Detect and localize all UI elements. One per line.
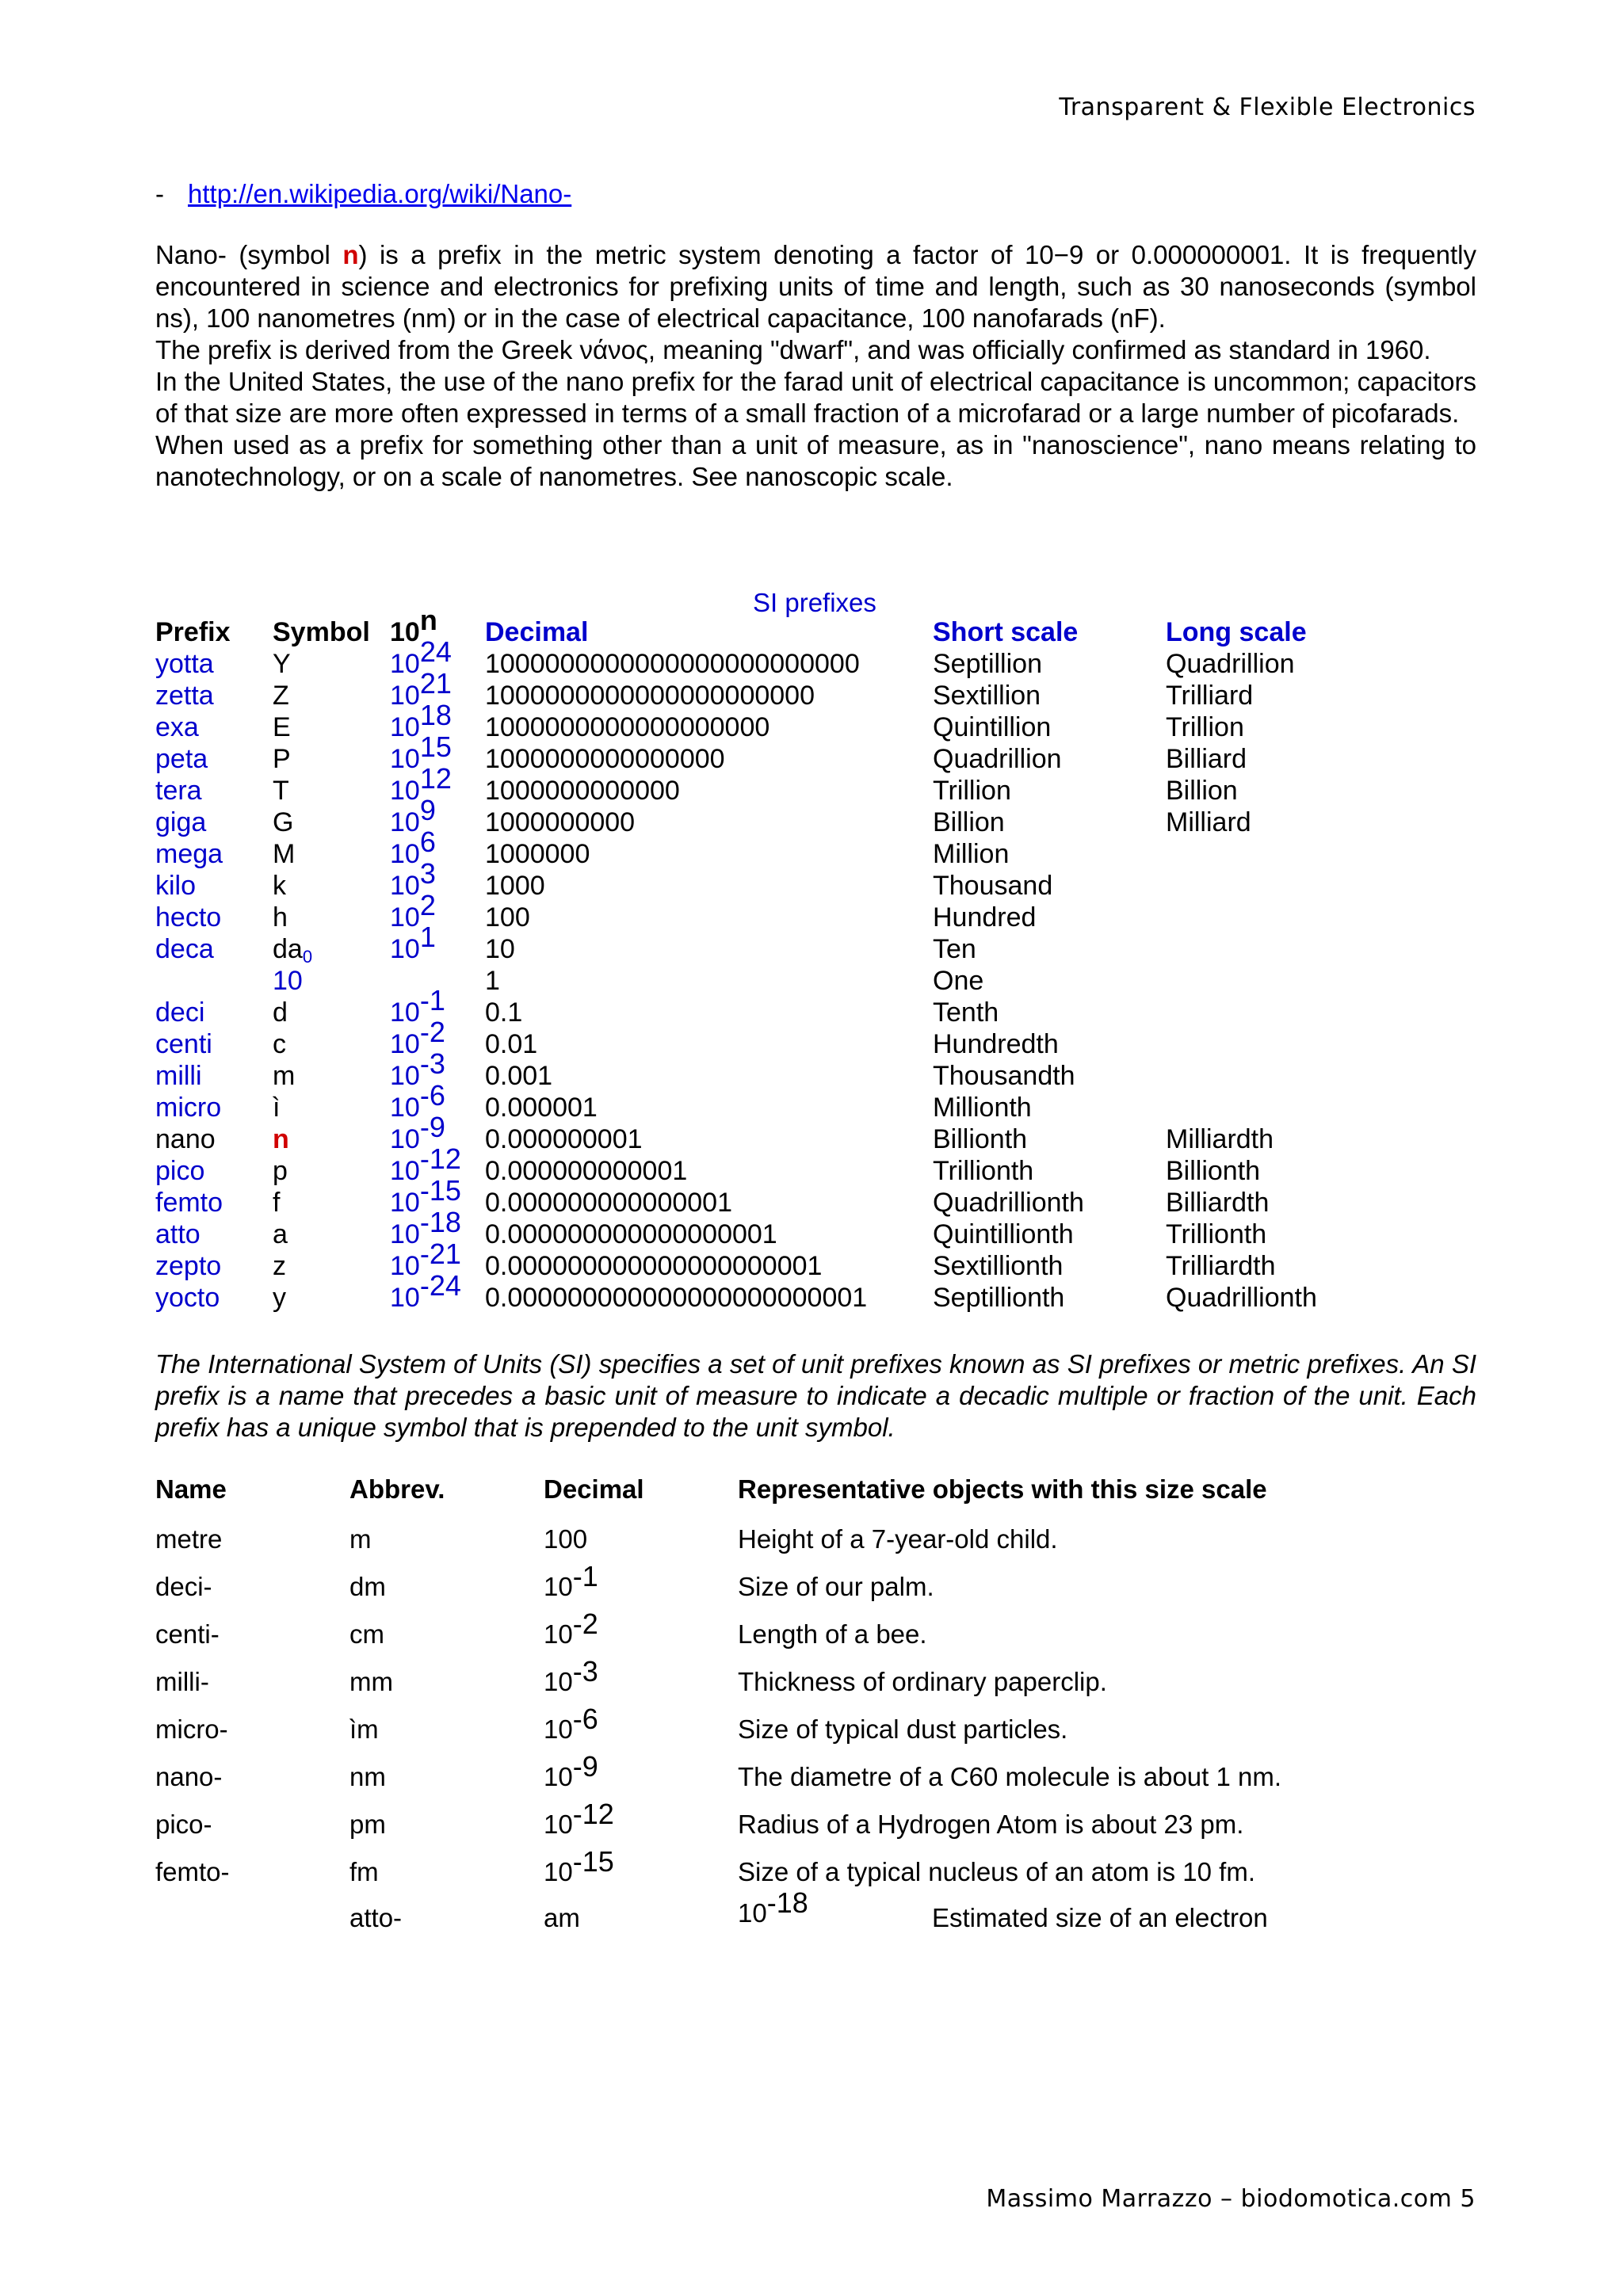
si-decimal: 10 bbox=[485, 934, 515, 964]
si-power bbox=[390, 921, 485, 965]
intro-p1-rest: ) is a prefix in the metric system denoting a factor of 10−9 or 0.000000001. It is frequently encountered in science and electronics for prefixing units of time and length, such as 30 nanoseconds (symbol ns), 100 nanometres (nm) or in the case of electrical capacitance, 100 nanofarads (nF). bbox=[155, 240, 1476, 333]
si-power-base: 10 bbox=[390, 1029, 420, 1059]
si-symbol-text: E bbox=[273, 712, 291, 742]
si-symbol-text: P bbox=[273, 744, 291, 774]
si-prefixes-title: SI prefixes bbox=[753, 588, 876, 617]
si-power-exp: -12 bbox=[419, 1142, 461, 1175]
si-symbol bbox=[273, 838, 390, 870]
scale-decimal-base: 100 bbox=[544, 1524, 588, 1554]
last-row-exp: -18 bbox=[766, 1886, 808, 1919]
si-short-scale: Hundredth bbox=[933, 1029, 1059, 1059]
scale-name: femto- bbox=[155, 1857, 230, 1886]
si-long-scale: Billiard bbox=[1166, 744, 1247, 774]
last-row-name: atto- bbox=[349, 1903, 403, 1932]
scale-decimal bbox=[544, 1745, 738, 1792]
scale-objects: Thickness of ordinary paperclip. bbox=[738, 1667, 1107, 1696]
si-symbol bbox=[273, 743, 390, 775]
si-short-scale: Quintillion bbox=[933, 712, 1052, 742]
si-decimal: 0.001 bbox=[485, 1061, 553, 1091]
si-power-exp: 6 bbox=[419, 826, 436, 858]
scale-abbrev: mm bbox=[349, 1667, 393, 1696]
si-power bbox=[390, 794, 485, 838]
si-power bbox=[390, 857, 485, 902]
si-decimal: 0.01 bbox=[485, 1029, 538, 1059]
si-symbol bbox=[273, 997, 390, 1028]
si-symbol-text: Z bbox=[273, 681, 289, 711]
si-prefix-name: yocto bbox=[155, 1283, 220, 1313]
header-power-base: 10 bbox=[390, 617, 420, 647]
si-power-base: 10 bbox=[390, 649, 420, 679]
scale-objects: Length of a bee. bbox=[738, 1619, 927, 1649]
si-power-exp: 1 bbox=[419, 921, 436, 953]
scale-decimal bbox=[544, 1792, 738, 1840]
si-symbol bbox=[273, 1187, 390, 1219]
scale-decimal-base: 10 bbox=[544, 1667, 573, 1696]
scale-name: centi- bbox=[155, 1619, 220, 1649]
header-symbol: Symbol bbox=[273, 617, 370, 647]
last-row-base: 10 bbox=[738, 1898, 767, 1928]
si-symbol-text: z bbox=[273, 1251, 286, 1281]
si-symbol bbox=[273, 1155, 390, 1187]
si-power-exp: -3 bbox=[419, 1047, 445, 1080]
scale-objects: Size of typical dust particles. bbox=[738, 1714, 1068, 1744]
si-long-scale: Trillionth bbox=[1166, 1219, 1267, 1249]
si-prefix-name: deca bbox=[155, 934, 214, 964]
size-scale-table bbox=[155, 1472, 1372, 1887]
si-long-scale bbox=[1166, 870, 1340, 902]
si-prefix-name: hecto bbox=[155, 902, 222, 933]
si-table-row bbox=[155, 1123, 1340, 1155]
si-power-exp: 12 bbox=[419, 762, 452, 795]
si-decimal: 1 bbox=[485, 966, 500, 996]
si-power-base: 10 bbox=[390, 1188, 420, 1218]
si-table-row bbox=[155, 775, 1340, 807]
si-power-exp: -6 bbox=[419, 1079, 445, 1112]
intro-paragraph-4: When used as a prefix for something other than a unit of measure, as in "nanoscience", nano means relating to nanotechnology, or on a scale of nanometres. See nanoscopic scale. bbox=[155, 430, 1476, 491]
scale-decimal bbox=[544, 1650, 738, 1697]
si-prefix-name: tera bbox=[155, 776, 202, 806]
si-short-scale: Sextillionth bbox=[933, 1251, 1064, 1281]
si-short-scale: Quintillionth bbox=[933, 1219, 1074, 1249]
scale-table-row bbox=[155, 1792, 1372, 1840]
si-symbol-text: ì bbox=[273, 1093, 281, 1123]
scale-name: deci- bbox=[155, 1572, 212, 1601]
si-short-scale: Tenth bbox=[933, 997, 999, 1028]
si-symbol bbox=[273, 648, 390, 680]
si-short-scale: Septillionth bbox=[933, 1283, 1065, 1313]
si-prefix-name: femto bbox=[155, 1188, 223, 1218]
intro-text bbox=[155, 239, 1476, 493]
si-symbol bbox=[273, 680, 390, 711]
si-prefix-name: micro bbox=[155, 1093, 222, 1123]
si-long-scale bbox=[1166, 965, 1340, 997]
header-objects: Representative objects with this size scale bbox=[738, 1474, 1267, 1504]
scale-name: pico- bbox=[155, 1810, 212, 1839]
si-power-exp: 9 bbox=[419, 794, 436, 826]
si-symbol bbox=[273, 775, 390, 807]
si-prefix-name: pico bbox=[155, 1156, 205, 1186]
si-short-scale: Quadrillionth bbox=[933, 1188, 1084, 1218]
si-long-scale bbox=[1166, 933, 1340, 965]
si-symbol bbox=[273, 870, 390, 902]
si-power-base: 10 bbox=[390, 1251, 420, 1281]
si-symbol-text: Y bbox=[273, 649, 291, 679]
si-table-row bbox=[155, 933, 1340, 965]
last-row-objects: Estimated size of an electron bbox=[932, 1903, 1268, 1932]
scale-table-row bbox=[155, 1745, 1372, 1792]
si-prefixes-table bbox=[155, 604, 1340, 1314]
scale-abbrev: cm bbox=[349, 1619, 384, 1649]
si-table-row bbox=[155, 1028, 1340, 1060]
si-power bbox=[390, 889, 485, 933]
si-symbol bbox=[273, 807, 390, 838]
si-table-row bbox=[155, 1155, 1340, 1187]
si-decimal: 1000 bbox=[485, 871, 545, 901]
si-long-scale: Billion bbox=[1166, 776, 1238, 806]
si-symbol-text: n bbox=[273, 1124, 289, 1154]
nano-symbol-highlight: n bbox=[342, 240, 359, 269]
si-decimal: 0.000000000001 bbox=[485, 1156, 688, 1186]
si-power-base: 10 bbox=[390, 681, 420, 711]
si-symbol bbox=[273, 965, 390, 997]
scale-abbrev: m bbox=[349, 1524, 372, 1554]
si-table-row bbox=[155, 870, 1340, 902]
si-table-row bbox=[155, 1060, 1340, 1092]
si-prefix-name: milli bbox=[155, 1061, 202, 1091]
si-power-base: 10 bbox=[390, 934, 420, 964]
si-power-base: 10 bbox=[390, 744, 420, 774]
si-power-base: 10 bbox=[390, 1283, 420, 1313]
header-name: Name bbox=[155, 1474, 227, 1504]
si-symbol-text: k bbox=[273, 871, 286, 901]
scale-abbrev: fm bbox=[349, 1857, 379, 1886]
si-table-row bbox=[155, 1092, 1340, 1123]
si-short-scale: Trillion bbox=[933, 776, 1011, 806]
scale-objects: The diametre of a C60 molecule is about 1 nm. bbox=[738, 1762, 1282, 1791]
si-symbol-subscript: 0 bbox=[302, 947, 313, 967]
si-power-exp: 18 bbox=[419, 699, 452, 731]
si-short-scale: One bbox=[933, 966, 984, 996]
header-decimal: Decimal bbox=[485, 617, 589, 647]
scale-objects: Height of a 7-year-old child. bbox=[738, 1524, 1058, 1554]
si-long-scale: Trillion bbox=[1166, 712, 1244, 742]
si-long-scale: Milliard bbox=[1166, 807, 1251, 837]
si-symbol-text: f bbox=[273, 1188, 281, 1218]
scale-decimal bbox=[544, 1554, 738, 1602]
si-power-exp: -9 bbox=[419, 1111, 445, 1143]
si-short-scale: Septillion bbox=[933, 649, 1042, 679]
bullet-dash: - bbox=[155, 179, 164, 208]
si-power-exp: 21 bbox=[419, 667, 452, 700]
si-decimal: 1000000000000000000 bbox=[485, 712, 770, 742]
si-table-header-row bbox=[155, 616, 1340, 648]
wikipedia-nano-link[interactable]: http://en.wikipedia.org/wiki/Nano- bbox=[188, 179, 572, 208]
si-power-base: 10 bbox=[390, 871, 420, 901]
si-long-scale: Billionth bbox=[1166, 1156, 1261, 1186]
si-symbol bbox=[273, 1123, 390, 1155]
si-short-scale: Billionth bbox=[933, 1124, 1028, 1154]
si-prefix-name: zetta bbox=[155, 681, 214, 711]
si-short-scale: Millionth bbox=[933, 1093, 1032, 1123]
si-symbol bbox=[273, 1219, 390, 1250]
si-symbol bbox=[273, 902, 390, 933]
si-long-scale: Milliardth bbox=[1166, 1124, 1274, 1154]
scale-decimal bbox=[544, 1697, 738, 1745]
si-long-scale: Trilliard bbox=[1166, 681, 1254, 711]
si-short-scale: Thousand bbox=[933, 871, 1053, 901]
si-power-base: 10 bbox=[390, 839, 420, 869]
si-power bbox=[390, 1269, 485, 1314]
scale-abbrev: nm bbox=[349, 1762, 386, 1791]
si-power-base: 10 bbox=[390, 902, 420, 933]
si-power-exp: -2 bbox=[419, 1016, 445, 1048]
si-table-row bbox=[155, 680, 1340, 711]
scale-decimal-base: 10 bbox=[544, 1810, 573, 1839]
si-power-exp: -21 bbox=[419, 1238, 461, 1270]
si-prefix-name: deci bbox=[155, 997, 205, 1028]
si-decimal: 0.000001 bbox=[485, 1093, 598, 1123]
si-symbol bbox=[273, 933, 390, 965]
si-table-row bbox=[155, 1250, 1340, 1282]
si-power-base: 10 bbox=[390, 1156, 420, 1186]
si-decimal: 0.000000000000000000000001 bbox=[485, 1283, 868, 1313]
si-prefix-name: giga bbox=[155, 807, 207, 837]
si-prefix-name: zepto bbox=[155, 1251, 222, 1281]
si-table-row bbox=[155, 711, 1340, 743]
si-long-scale: Trilliardth bbox=[1166, 1251, 1276, 1281]
last-row-abbrev: am bbox=[544, 1903, 580, 1932]
header-power-exp: n bbox=[419, 604, 437, 636]
scale-objects: Radius of a Hydrogen Atom is about 23 pm. bbox=[738, 1810, 1244, 1839]
si-decimal: 1000000000000 bbox=[485, 776, 680, 806]
scale-abbrev: ìm bbox=[349, 1714, 379, 1744]
si-table-row bbox=[155, 902, 1340, 933]
header-prefix: Prefix bbox=[155, 617, 231, 647]
si-symbol-text: da bbox=[273, 934, 303, 964]
si-long-scale bbox=[1166, 1028, 1340, 1060]
scale-table-row bbox=[155, 1602, 1372, 1650]
si-short-scale: Trillionth bbox=[933, 1156, 1034, 1186]
si-power-exp: 3 bbox=[419, 857, 436, 890]
si-prefix-name: atto bbox=[155, 1219, 200, 1249]
si-table-row bbox=[155, 1282, 1340, 1314]
intro-paragraph-3: In the United States, the use of the nano prefix for the farad unit of electrical capacitance is uncommon; capacitors of that size are more often expressed in terms of a small fraction of a microfarad or a large number of picofarads. bbox=[155, 367, 1476, 428]
si-decimal: 1000000000000000 bbox=[485, 744, 725, 774]
si-symbol-text: p bbox=[273, 1156, 288, 1186]
si-power-exp: -18 bbox=[419, 1206, 461, 1238]
si-note-text: The International System of Units (SI) specifies a set of unit prefixes known as SI prefixes or metric prefixes. An SI prefix is a name that precedes a basic unit of measure to indicate a decadic multiple or fraction of the unit. Each prefix has a unique symbol that is prepended to the unit symbol. bbox=[155, 1349, 1476, 1442]
si-symbol bbox=[273, 711, 390, 743]
scale-decimal-exp: -12 bbox=[572, 1798, 614, 1830]
si-power-exp: -15 bbox=[419, 1174, 461, 1207]
page-footer: Massimo Marrazzo – biodomotica.com 5 bbox=[986, 2185, 1476, 2213]
last-row-decimal bbox=[738, 1886, 808, 1928]
si-table-row bbox=[155, 965, 1340, 997]
si-power-base: 10 bbox=[390, 1219, 420, 1249]
si-table-row bbox=[155, 1219, 1340, 1250]
si-short-scale: Quadrillion bbox=[933, 744, 1062, 774]
scale-name: micro- bbox=[155, 1714, 228, 1744]
si-long-scale bbox=[1166, 1092, 1340, 1123]
si-short-scale: Thousandth bbox=[933, 1061, 1075, 1091]
si-symbol bbox=[273, 1060, 390, 1092]
si-decimal: 1000000000000000000000 bbox=[485, 681, 815, 711]
scale-decimal-base: 10 bbox=[544, 1762, 573, 1791]
si-long-scale: Quadrillion bbox=[1166, 649, 1295, 679]
si-power-base: 10 bbox=[390, 776, 420, 806]
intro-paragraph-1 bbox=[155, 239, 1476, 334]
scale-abbrev: dm bbox=[349, 1572, 386, 1601]
si-power-base: 10 bbox=[390, 1124, 420, 1154]
si-symbol-text: T bbox=[273, 776, 289, 806]
scale-objects: Size of a typical nucleus of an atom is 10 fm. bbox=[738, 1857, 1255, 1886]
si-decimal: 0.000000000000000000001 bbox=[485, 1251, 823, 1281]
scale-objects: Size of our palm. bbox=[738, 1572, 934, 1601]
si-table-row bbox=[155, 807, 1340, 838]
scale-decimal-exp: -9 bbox=[572, 1750, 598, 1783]
si-power-base: 10 bbox=[390, 712, 420, 742]
si-short-scale: Sextillion bbox=[933, 681, 1041, 711]
scale-table-row bbox=[155, 1840, 1372, 1887]
scale-name: milli- bbox=[155, 1667, 209, 1696]
si-symbol bbox=[273, 1092, 390, 1123]
si-symbol bbox=[273, 1282, 390, 1314]
si-power-exp: -1 bbox=[419, 984, 445, 1016]
intro-p1-start: Nano- (symbol bbox=[155, 240, 343, 269]
si-symbol-text: c bbox=[273, 1029, 286, 1059]
scale-table-row bbox=[155, 1650, 1372, 1697]
si-symbol-text: a bbox=[273, 1219, 288, 1249]
si-table-row bbox=[155, 743, 1340, 775]
si-decimal: 0.000000000000001 bbox=[485, 1188, 732, 1218]
si-long-scale bbox=[1166, 838, 1340, 870]
si-power-base: 10 bbox=[390, 807, 420, 837]
scale-decimal-base: 10 bbox=[544, 1619, 573, 1649]
si-power bbox=[390, 826, 485, 870]
scale-abbrev: pm bbox=[349, 1810, 386, 1839]
si-short-scale: Ten bbox=[933, 934, 976, 964]
si-note bbox=[155, 1348, 1476, 1444]
scale-table-header-row bbox=[155, 1472, 1372, 1507]
scale-decimal bbox=[544, 1840, 738, 1887]
si-power-base: 10 bbox=[390, 997, 420, 1028]
si-symbol bbox=[273, 1250, 390, 1282]
si-short-scale: Billion bbox=[933, 807, 1005, 837]
si-short-scale: Million bbox=[933, 839, 1010, 869]
si-table-row bbox=[155, 1187, 1340, 1219]
scale-decimal-exp: -2 bbox=[572, 1608, 598, 1640]
scale-table-row bbox=[155, 1554, 1372, 1602]
si-prefix-name: kilo bbox=[155, 871, 197, 901]
si-decimal: 1000000000 bbox=[485, 807, 636, 837]
si-short-scale: Hundred bbox=[933, 902, 1037, 933]
scale-table-row bbox=[155, 1507, 1372, 1554]
si-prefix-name: mega bbox=[155, 839, 223, 869]
si-power-base: 10 bbox=[390, 1093, 420, 1123]
scale-table-row bbox=[155, 1697, 1372, 1745]
scale-decimal-exp: -3 bbox=[572, 1655, 598, 1688]
si-symbol-text: G bbox=[273, 807, 294, 837]
si-long-scale bbox=[1166, 902, 1340, 933]
si-symbol-text: h bbox=[273, 902, 288, 933]
si-decimal: 100 bbox=[485, 902, 530, 933]
si-decimal: 0.000000000000000001 bbox=[485, 1219, 777, 1249]
si-symbol-text: m bbox=[273, 1061, 296, 1091]
si-power-exp: 15 bbox=[419, 730, 452, 763]
header-long-scale: Long scale bbox=[1166, 617, 1307, 647]
si-decimal: 1000000000000000000000000 bbox=[485, 649, 860, 679]
scale-decimal-base: 10 bbox=[544, 1857, 573, 1886]
si-long-scale: Quadrillionth bbox=[1166, 1283, 1317, 1313]
si-long-scale bbox=[1166, 997, 1340, 1028]
scale-decimal-exp: -15 bbox=[572, 1845, 614, 1878]
si-prefix-name: yotta bbox=[155, 649, 214, 679]
si-long-scale: Billiardth bbox=[1166, 1188, 1270, 1218]
scale-decimal bbox=[544, 1602, 738, 1650]
scale-name: metre bbox=[155, 1524, 223, 1554]
header-abbrev: Abbrev. bbox=[349, 1474, 445, 1504]
scale-decimal bbox=[544, 1507, 738, 1554]
si-prefix-name: nano bbox=[155, 1124, 216, 1154]
si-prefix-name: centi bbox=[155, 1029, 212, 1059]
scale-decimal-exp: -6 bbox=[572, 1703, 598, 1735]
si-symbol-text: d bbox=[273, 997, 288, 1028]
scale-decimal-base: 10 bbox=[544, 1714, 573, 1744]
source-link-line bbox=[155, 179, 571, 209]
si-power-base: 10 bbox=[390, 1061, 420, 1091]
si-symbol bbox=[273, 1028, 390, 1060]
si-decimal: 1000000 bbox=[485, 839, 590, 869]
si-prefix-name bbox=[155, 965, 273, 997]
si-symbol-text: 10 bbox=[273, 966, 303, 996]
intro-paragraph-2: The prefix is derived from the Greek νάνος, meaning "dwarf", and was officially confirmed as standard in 1960. bbox=[155, 335, 1431, 364]
si-table-row bbox=[155, 648, 1340, 680]
si-symbol-text: y bbox=[273, 1283, 286, 1313]
header-scale-decimal: Decimal bbox=[544, 1474, 644, 1504]
si-power-exp: -24 bbox=[419, 1269, 461, 1302]
si-power bbox=[390, 762, 485, 807]
scale-decimal-exp: -1 bbox=[572, 1560, 598, 1592]
scale-decimal-base: 10 bbox=[544, 1572, 573, 1601]
scale-name: nano- bbox=[155, 1762, 223, 1791]
si-decimal: 0.1 bbox=[485, 997, 523, 1028]
si-table-row bbox=[155, 997, 1340, 1028]
header-short-scale: Short scale bbox=[933, 617, 1079, 647]
si-table-row bbox=[155, 838, 1340, 870]
si-power-exp: 2 bbox=[419, 889, 436, 921]
page-header-title: Transparent & Flexible Electronics bbox=[1059, 93, 1476, 121]
si-prefix-name: exa bbox=[155, 712, 199, 742]
si-prefix-name: peta bbox=[155, 744, 208, 774]
si-decimal: 0.000000001 bbox=[485, 1124, 643, 1154]
si-symbol-text: M bbox=[273, 839, 296, 869]
si-long-scale bbox=[1166, 1060, 1340, 1092]
si-power-exp: 24 bbox=[419, 635, 452, 668]
